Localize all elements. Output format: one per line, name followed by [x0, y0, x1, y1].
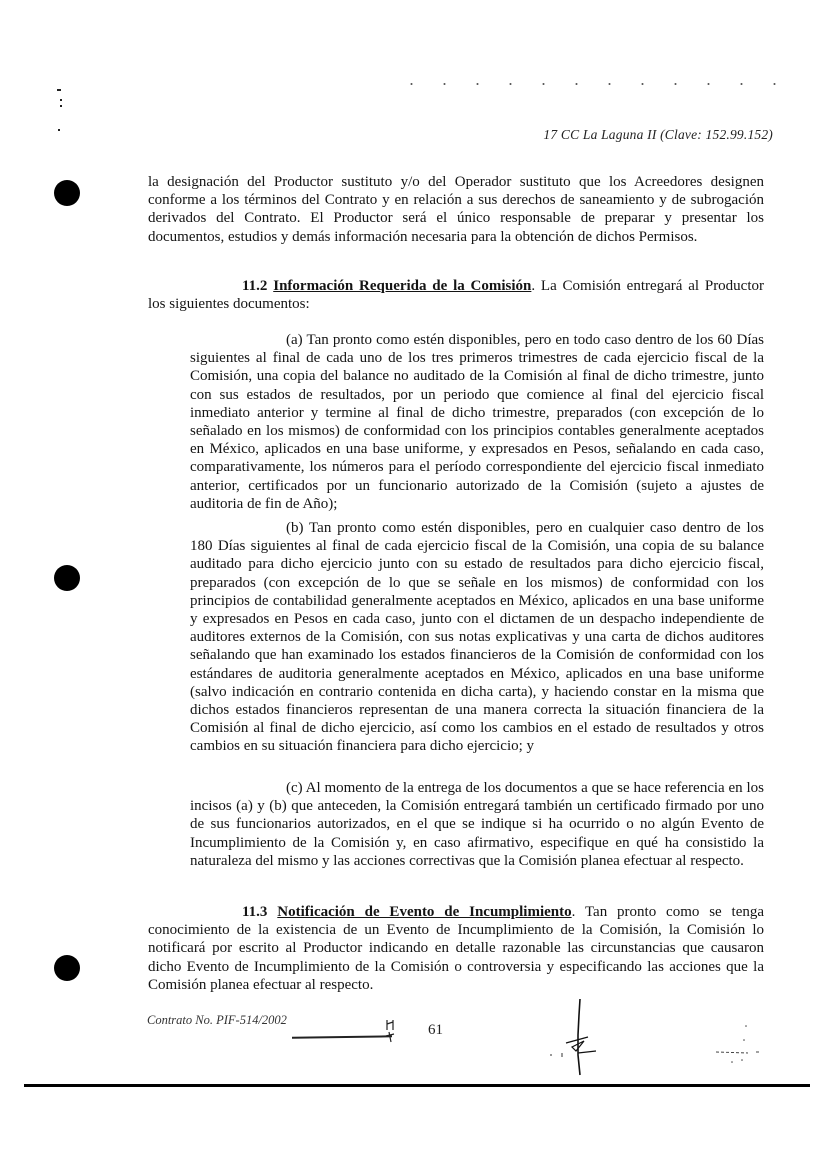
section-11-2 — [148, 277, 764, 313]
scan-speck — [60, 105, 62, 107]
item-text: (b) Tan pronto como estén disponibles, pero en cualquier caso dentro de los 180 Días siguientes al final de cada ejercicio fiscal de la Comisión, una copia de su balance auditado para dicho ejercicio junto con su estado de resultados para dicho ejercicio fiscal, preparados (con excepción de lo que se señale en los mismos) de conformidad con los principios de contabilidad generalmente aceptados en México, aplicados en una base uniforme y expresados en Pesos en cada caso, junto con el dictamen de un despacho independiente de auditores externos de la Comisión, con sus notas explicativas y una carta de dichos auditores señalando que han examinado los estados financieros de la Comisión de conformidad con los estándares de auditoria generalmente aceptados en México, aplicados en una base uniforme (salvo indicación en contrario contenida en dicha carta), y haciendo constar en la misma que dichos estados financieros representan de una manera correcta la situación financiera de la Comisión al final de dicho ejercicio, así como los cambios en el estado de resultados y otros cambios en su situación financiera para dicho ejercicio; y — [190, 520, 764, 755]
scan-speck — [60, 99, 62, 101]
scan-speck — [58, 129, 60, 131]
header-reference: 17 CC La Laguna II (Clave: 152.99.152) — [543, 127, 773, 142]
scan-dotted-artifact — [395, 82, 795, 86]
punch-hole — [54, 180, 80, 206]
bottom-scan-rule — [24, 1084, 810, 1087]
handwritten-signature-icon — [548, 995, 618, 1085]
list-item-b — [148, 519, 764, 756]
footer-contract-number: Contrato No. PIF-514/2002 — [147, 1013, 287, 1027]
section-number: 11.2 — [242, 278, 268, 294]
section-title: Información Requerida de la Comisión — [273, 278, 532, 294]
item-text: (a) Tan pronto como estén disponibles, pero en todo caso dentro de los 60 Días siguientes al final de cada uno de los tres primeros trimestres de cada ejercicio fiscal de la Comisión, una copia del balance no auditado de la Comisión al final de dicho trimestre, junto con sus estados de resultados, por un periodo que comience al final del ejercicio fiscal inmediato anterior y termine al final de dicho trimestre, preparados (con excepción de lo señalado en los mismos) de conformidad con los principios contables generalmente aceptados en México, aplicados en una base uniforme, y expresados en Pesos, señalando en cada caso, comparativamente, los números para el período correspondiente del ejercicio fiscal inmediato anterior, certificados por un funcionario autorizado de la Comisión (sujeto a ajustes de auditoria de fin de Año); — [190, 332, 764, 512]
list-item-c — [148, 779, 764, 870]
section-body: . Tan pronto como se tenga conocimiento de la existencia de un Evento de Incumplimiento de la Comisión, la Comisión lo notificará por escrito al Productor indicando en detalle razonable las circunstancias que causaron dicho Evento de Incumplimiento de la Comisión o controversia y especificando las acciones que la Comisión planea efectuar al respecto. — [148, 904, 765, 993]
section-paragraph — [148, 277, 764, 313]
list-item-a — [148, 331, 764, 513]
faint-signature-icon — [712, 1010, 782, 1070]
signature-line — [292, 1035, 392, 1038]
item-text: (c) Al momento de la entrega de los documentos a que se hace referencia en los incisos (a) y (b) que anteceden, la Comisión entregará también un certificado firmado por uno de sus funcionarios autorizados, en el que se indique si ha ocurrido o no algún Evento de Incumplimiento de la Comisión y, en caso afirmativo, especifique en qué ha consistido la naturaleza del mismo y las acciones correctivas que la Comisión planea efectuar al respecto. — [190, 780, 764, 869]
section-title: Notificación de Evento de Incumplimiento — [277, 904, 572, 920]
paragraph-text: la designación del Productor sustituto y/o del Operador sustituto que los Acreedores designen conforme a los términos del Contrato y en relación a sus derechos de saneamiento y de subrogación derivados del Contrato. El Productor será el único responsable de preparar y presentar los documentos, estudios y demás información necesaria para la obtención de dichos Permisos. — [148, 174, 764, 245]
punch-hole — [54, 565, 80, 591]
punch-hole — [54, 955, 80, 981]
section-paragraph — [148, 903, 764, 994]
section-intro: . La Comisión entregará al Productor los siguientes documentos: — [148, 278, 765, 313]
section-number: 11.3 — [242, 904, 268, 920]
continuation-paragraph — [148, 173, 764, 246]
section-11-3 — [148, 903, 764, 994]
page-number: 61 — [428, 1022, 443, 1038]
initials-signature-icon — [384, 1018, 396, 1044]
scan-speck — [57, 89, 61, 91]
